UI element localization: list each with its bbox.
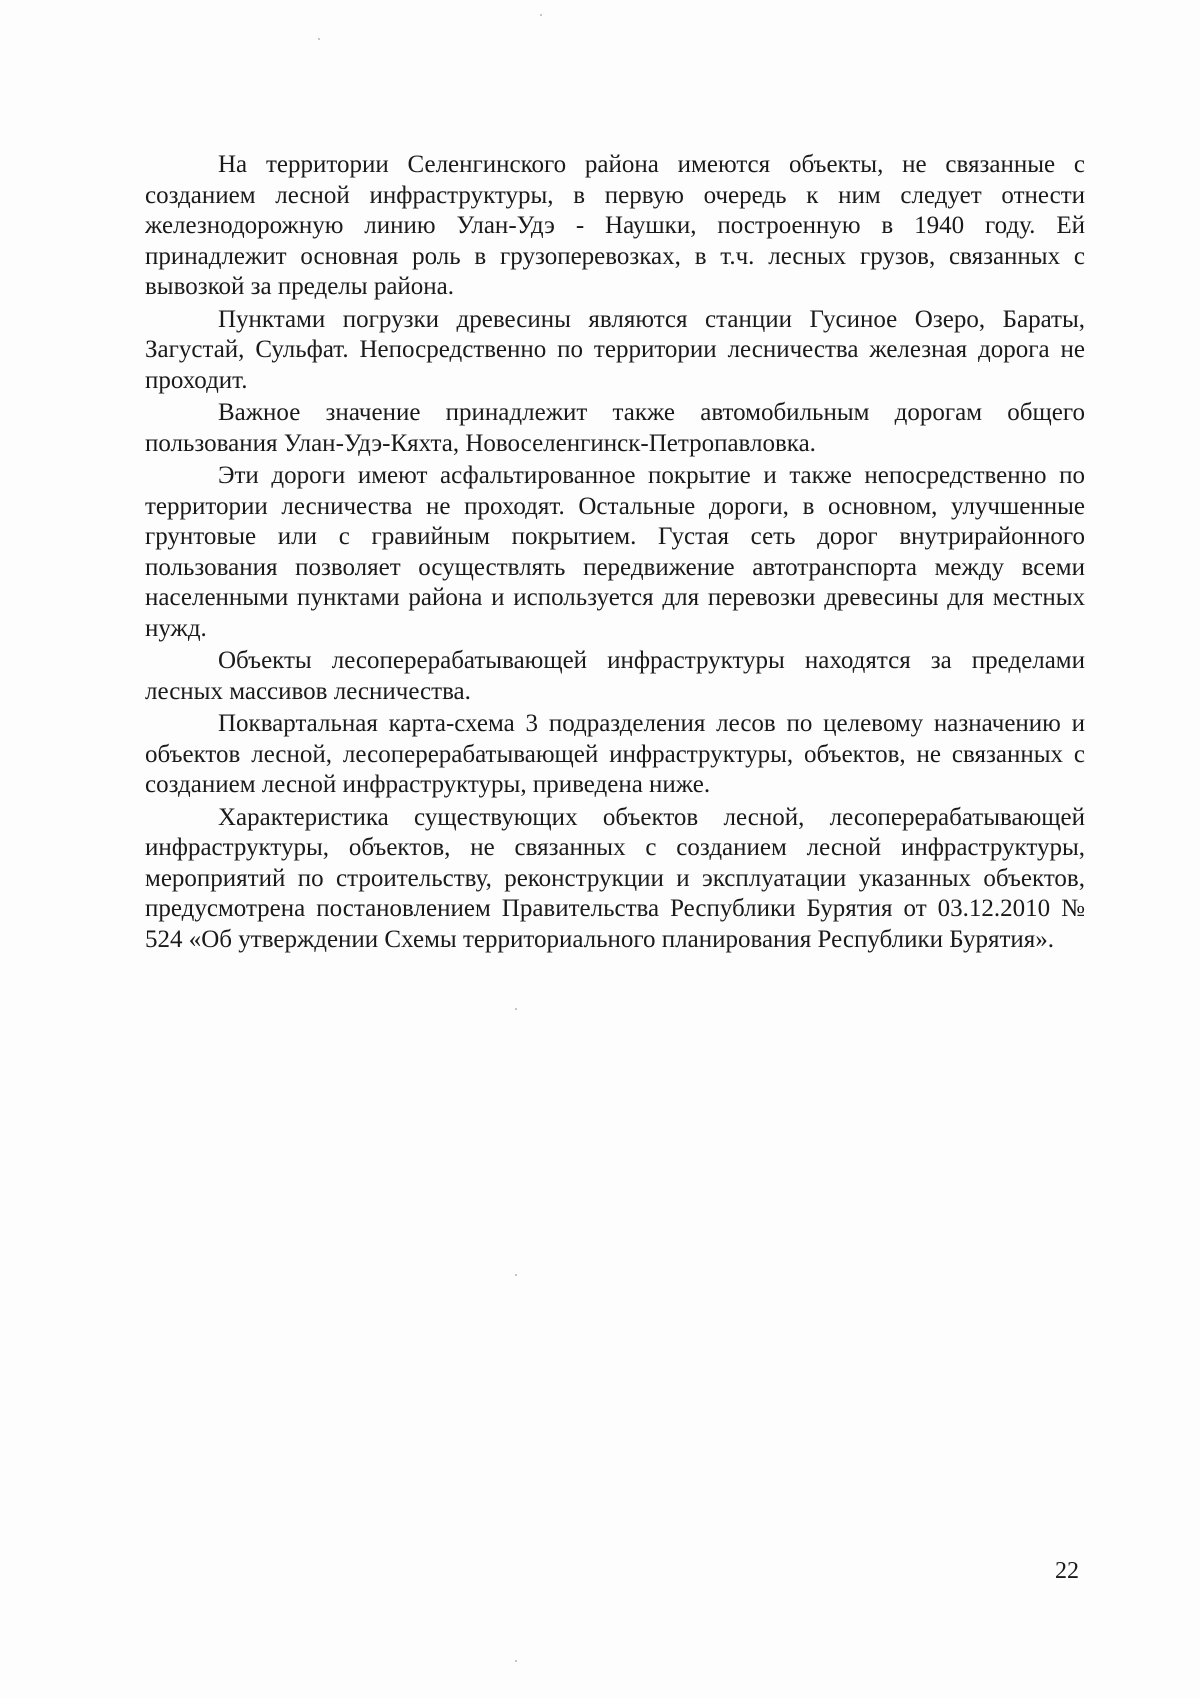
paragraph-road-network: Эти дороги имеют асфальтированное покрытие и также непосредственно по территории лесничества не проходят. Остальные дороги, в основном, улучшенные грунтовые или с гравийным покрытием. Густая сеть дорог внутрирайонного пользования позволяет осуществлять передвижение автотранспорта между всеми населенными пунктами района и используется для перевозки древесины для местных нужд. [145,462,1085,642]
scan-speck [515,1660,517,1662]
paragraph-map-scheme: Поквартальная карта-схема 3 подразделения лесов по целевому назначению и объектов лесной, лесоперерабатывающей инфраструктуры, объектов, не связанных с созданием лесной инфраструктуры, приведена ниже. [145,710,1085,798]
paragraph-railway: На территории Селенгинского района имеются объекты, не связанные с созданием лесной инфраструктуры, в первую очередь к ним следует отнести железнодорожную линию Улан-Удэ - Наушки, построенную в 1940 году. Ей принадлежит основная роль в грузоперевозках, в т.ч. лесных грузов, связанных с вывозкой за пределы района. [145,151,1085,300]
scan-speck [540,14,542,16]
scan-speck [318,38,320,40]
scan-speck [515,1274,517,1276]
body-text [145,150,1085,957]
page-number: 22 [1055,1558,1079,1584]
paragraph-characteristics: Характеристика существующих объектов лесной, лесоперерабатывающей инфраструктуры, объектов, не связанных с созданием лесной инфраструктуры, мероприятий по строительству, реконструкции и эксплуатации указанных объектов, предусмотрена постановлением Правительства Республики Бурятия от 03.12.2010 № 524 «Об утверждении Схемы территориального планирования Республики Бурятия». [145,803,1085,953]
paragraph-highways: Важное значение принадлежит также автомобильным дорогам общего пользования Улан-Удэ-Кяхта, Новоселенгинск-Петропавловка. [145,399,1085,457]
paragraph-loading-points: Пунктами погрузки древесины являются станции Гусиное Озеро, Бараты, Загустай, Сульфат. Непосредственно по территории лесничества железная дорога не проходит. [145,305,1085,394]
scan-speck [515,1008,517,1010]
paragraph-processing-objects: Объекты лесоперерабатывающей инфраструктуры находятся за пределами лесных массивов лесничества. [145,647,1085,705]
